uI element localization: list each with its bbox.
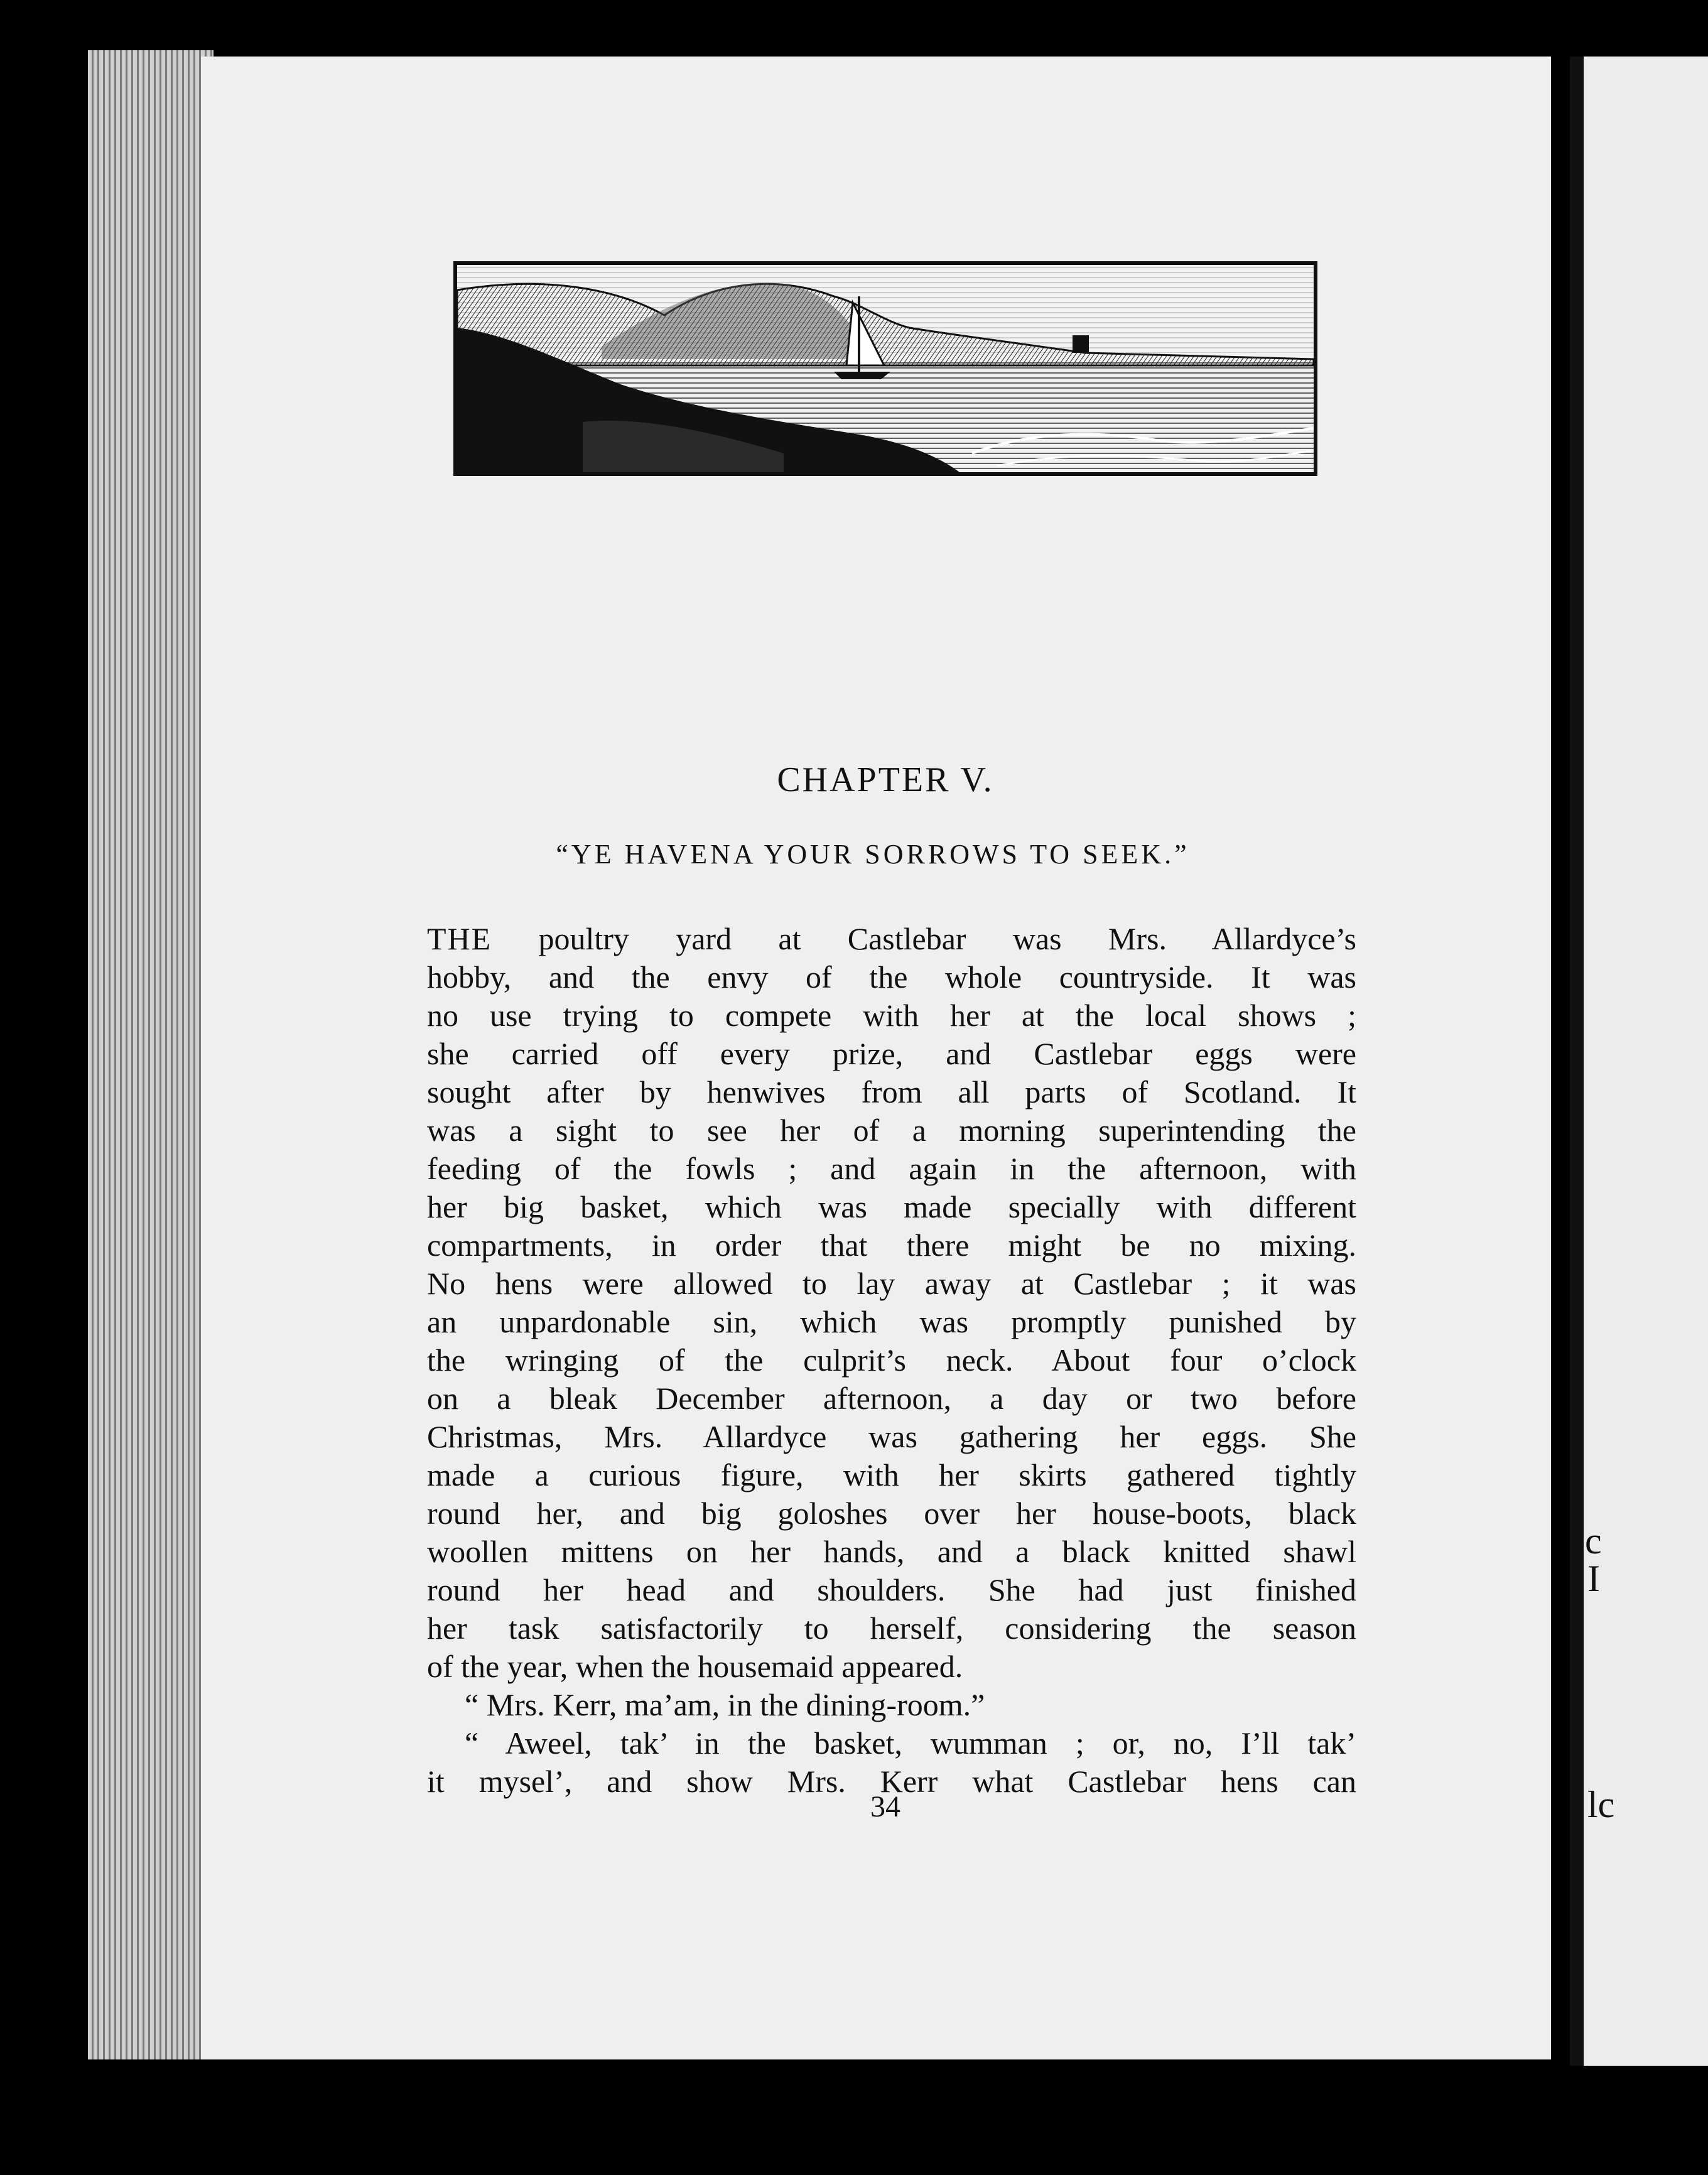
text-line: an unpardonable sin, which was promptly punished by	[427, 1304, 1356, 1339]
text-line: woollen mittens on her hands, and a black knitted shawl	[427, 1534, 1356, 1569]
text-line: round her, and big goloshes over her house-boots, black	[427, 1496, 1356, 1531]
text-line: made a curious figure, with her skirts gathered tightly	[427, 1457, 1356, 1492]
facing-page-fragment: I	[1587, 1558, 1600, 1599]
facing-page-fragment: lc	[1587, 1784, 1615, 1825]
lead-word: THE	[427, 921, 492, 956]
text-line: sought after by henwives from all parts of Scotland. It	[427, 1074, 1356, 1109]
dialogue-line: it mysel’, and show Mrs. Kerr what Castlebar hens can	[427, 1764, 1356, 1799]
facing-page-fragment: c	[1585, 1520, 1602, 1562]
chapter-body	[427, 920, 1356, 1801]
first-line-text: poultry yard at Castlebar was Mrs. Allardyce’s	[492, 921, 1356, 956]
headpiece-illustration	[453, 261, 1317, 476]
text-line: on a bleak December afternoon, a day or two before	[427, 1381, 1356, 1416]
text-line: was a sight to see her of a morning superintending the	[427, 1113, 1356, 1148]
text-line: she carried off every prize, and Castlebar eggs were	[427, 1036, 1356, 1071]
text-line: No hens were allowed to lay away at Castlebar ; it was	[427, 1266, 1356, 1301]
text-line: feeding of the fowls ; and again in the afternoon, with	[427, 1151, 1356, 1186]
text-line: hobby, and the envy of the whole countryside. It was	[427, 959, 1356, 995]
text-line	[427, 920, 1356, 958]
text-line: round her head and shoulders. She had just finished	[427, 1572, 1356, 1607]
coastal-scene-engraving	[457, 265, 1314, 472]
book-page-edges	[88, 50, 214, 2059]
text-line: of the year, when the housemaid appeared.	[427, 1649, 963, 1684]
text-line: no use trying to compete with her at the local shows ;	[427, 998, 1356, 1033]
dialogue-line: “ Aweel, tak’ in the basket, wumman ; or, no, I’ll tak’	[465, 1725, 1356, 1761]
page-number: 34	[870, 1790, 900, 1823]
text-line: the wringing of the culprit’s neck. About four o’clock	[427, 1342, 1356, 1378]
text-line: Christmas, Mrs. Allardyce was gathering her eggs. She	[427, 1419, 1356, 1454]
chapter-title: CHAPTER V.	[777, 760, 994, 799]
text-line: her big basket, which was made specially with different	[427, 1189, 1356, 1224]
dialogue-line: “ Mrs. Kerr, ma’am, in the dining-room.”	[465, 1687, 985, 1722]
text-line: compartments, in order that there might be no mixing.	[427, 1228, 1356, 1263]
text-line: her task satisfactorily to herself, considering the season	[427, 1611, 1356, 1646]
chapter-subtitle: “YE HAVENA YOUR SORROWS TO SEEK.”	[556, 839, 1190, 870]
facing-page-edge	[1570, 57, 1708, 2066]
